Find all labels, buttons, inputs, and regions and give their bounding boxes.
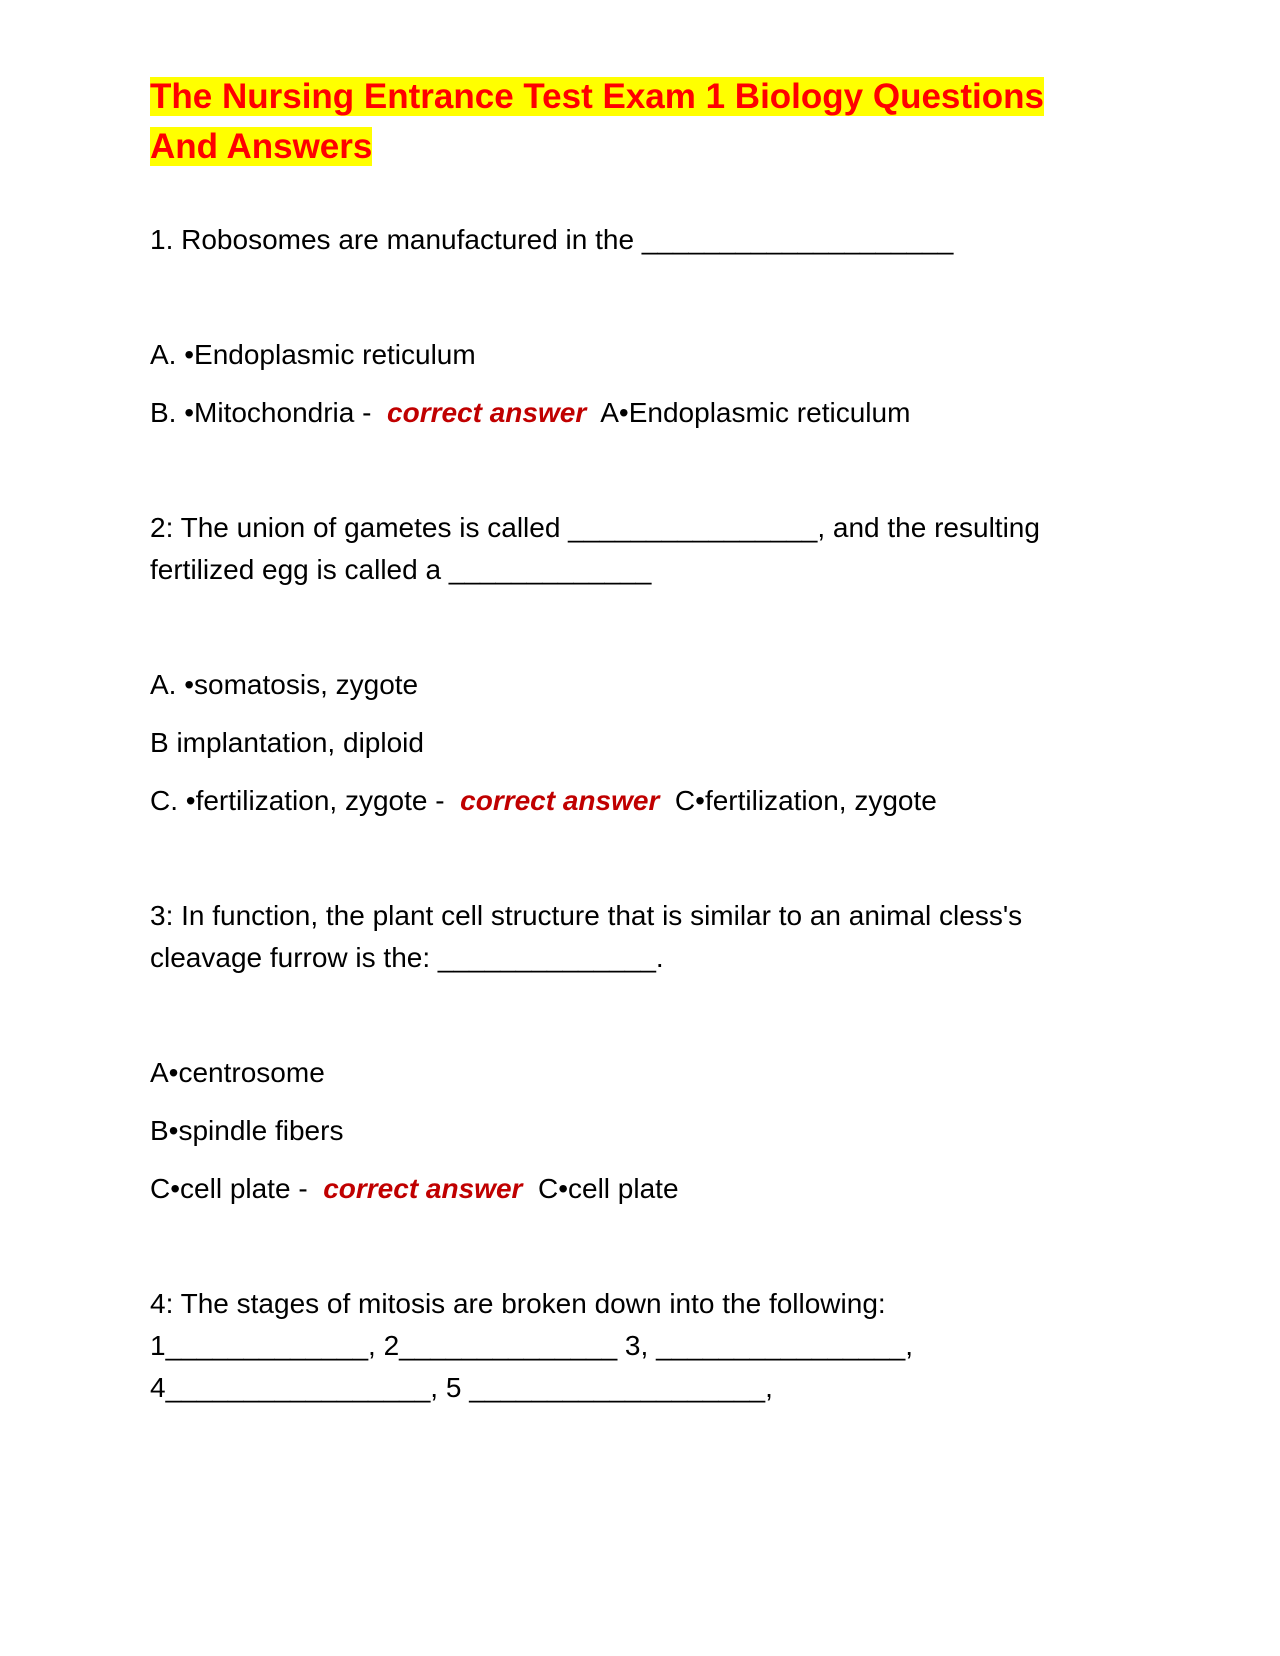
title-line-2: And Answers — [150, 127, 373, 166]
q1-option-b-text: B. •Mitochondria - — [150, 397, 380, 428]
q3-answer-text: C•cell plate — [537, 1173, 679, 1204]
q1-option-b — [150, 391, 1140, 435]
document-page — [150, 72, 1140, 1410]
q2-option-a: A. •somatosis, zygote — [150, 669, 419, 700]
q2-correct-answer-label: correct answer — [460, 785, 660, 816]
document-title — [150, 72, 1140, 172]
question-2-line-2: fertilized egg is called a _____________ — [150, 554, 652, 585]
question-4-line-2: 1_____________, 2______________ 3, ________________, — [150, 1330, 913, 1361]
q1-answer-text: A•Endoplasmic reticulum — [600, 397, 911, 428]
question-3-line-1: 3: In function, the plant cell structure that is similar to an animal cless's — [150, 900, 1023, 931]
question-1: 1. Robosomes are manufactured in the ____________________ — [150, 224, 954, 255]
question-4-line-3: 4_________________, 5 ___________________, — [150, 1372, 773, 1403]
q1-correct-answer-label: correct answer — [387, 397, 587, 428]
question-2-line-1: 2: The union of gametes is called ________________, and the resulting — [150, 512, 1040, 543]
question-4-line-1: 4: The stages of mitosis are broken down into the following: — [150, 1288, 886, 1319]
q3-option-c — [150, 1167, 1140, 1211]
q3-option-a: A•centrosome — [150, 1057, 325, 1088]
q1-option-a: A. •Endoplasmic reticulum — [150, 339, 476, 370]
q2-option-c-text: C. •fertilization, zygote - — [150, 785, 453, 816]
q3-correct-answer-label: correct answer — [323, 1173, 523, 1204]
q2-answer-text: C•fertilization, zygote — [674, 785, 937, 816]
question-3-line-2: cleavage furrow is the: ______________. — [150, 942, 664, 973]
q3-option-c-text: C•cell plate - — [150, 1173, 316, 1204]
q2-option-c — [150, 779, 1140, 823]
title-line-1: The Nursing Entrance Test Exam 1 Biology Questions — [150, 77, 1044, 116]
q3-option-b: B•spindle fibers — [150, 1115, 344, 1146]
q2-option-b: B implantation, diploid — [150, 727, 424, 758]
